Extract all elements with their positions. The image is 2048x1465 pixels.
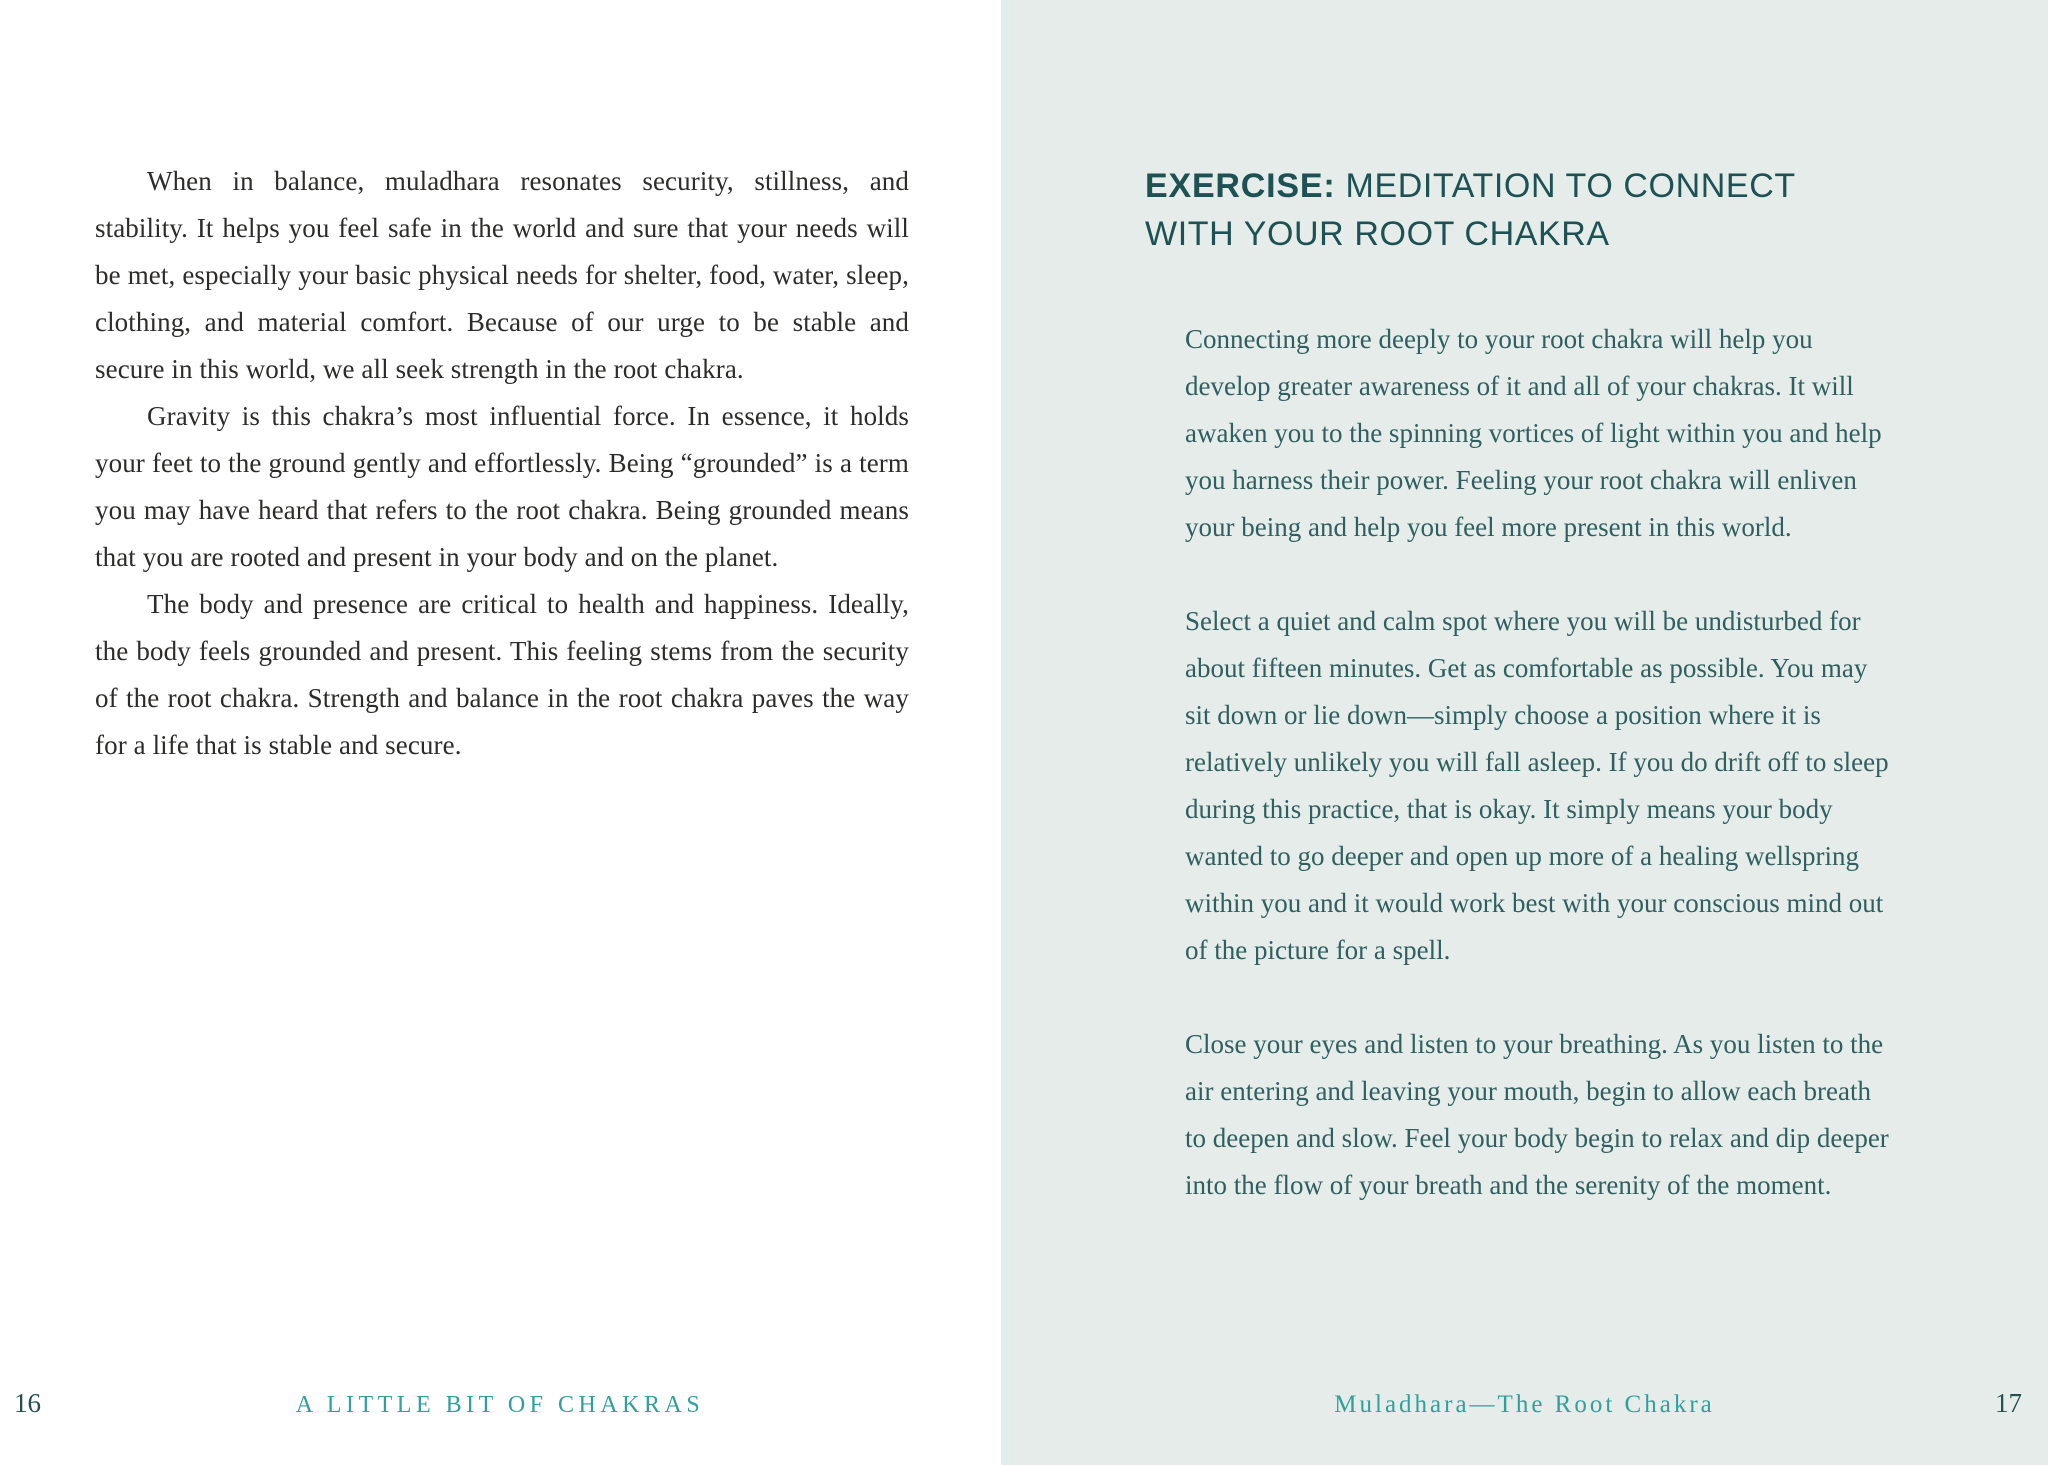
right-paragraph-2: Select a quiet and calm spot where you will be undisturbed for about fifteen minutes. Get as comfortable as possible. You may sit down or lie down—simply choose a position where it is relatively unlikely you will fall asleep. If you do drift off to sleep during this practice, that is okay. It simply means your body wanted to go deeper and open up more of a healing wellspring within you and it would work best with your conscious mind out of the picture for a spell. <box>1185 606 1889 965</box>
left-page-body-text <box>95 158 909 769</box>
left-paragraph-3: The body and presence are critical to health and happiness. Ideally, the body feels grounded and present. This feeling stems from the security of the root chakra. Strength and balance in the root chakra paves the way for a life that is stable and secure. <box>95 589 909 760</box>
page-number-left: 16 <box>14 1388 41 1418</box>
right-paragraph-3: Close your eyes and listen to your breathing. As you listen to the air entering and leaving your mouth, begin to allow each breath to deepen and slow. Feel your body begin to relax and dip deeper into the flow of your breath and the serenity of the moment. <box>1185 1029 1889 1200</box>
running-head-left: A LITTLE BIT OF CHAKRAS <box>295 1392 705 1418</box>
exercise-heading <box>1145 162 1865 258</box>
right-page-body-text <box>1185 316 1897 1209</box>
page-number-right: 17 <box>1995 1388 2022 1418</box>
right-page-content <box>1145 162 1889 1209</box>
exercise-heading-title: MEDITATION TO CONNECT WITH YOUR ROOT CHAKRA <box>1145 167 1796 253</box>
left-paragraph-2: Gravity is this chakra’s most influential force. In essence, it holds your feet to the ground gently and effortlessly. Being “grounded” is a term you may have heard that refers to the root chakra. Being grounded means that you are rooted and present in your body and on the planet. <box>95 401 909 572</box>
left-paragraph-1: When in balance, muladhara resonates security, stillness, and stability. It helps you feel safe in the world and sure that your needs will be met, especially your basic physical needs for shelter, food, water, sleep, clothing, and material comfort. Because of our urge to be stable and secure in this world, we all seek strength in the root chakra. <box>95 166 909 384</box>
running-head-right: Muladhara—The Root Chakra <box>1334 1391 1715 1418</box>
exercise-heading-label: EXERCISE: <box>1145 167 1336 205</box>
right-paragraph-1: Connecting more deeply to your root chakra will help you develop greater awareness of it and all of your chakras. It will awaken you to the spinning vortices of light within you and help you harness their power. Feeling your root chakra will enliven your being and help you feel more present in this world. <box>1185 324 1882 542</box>
